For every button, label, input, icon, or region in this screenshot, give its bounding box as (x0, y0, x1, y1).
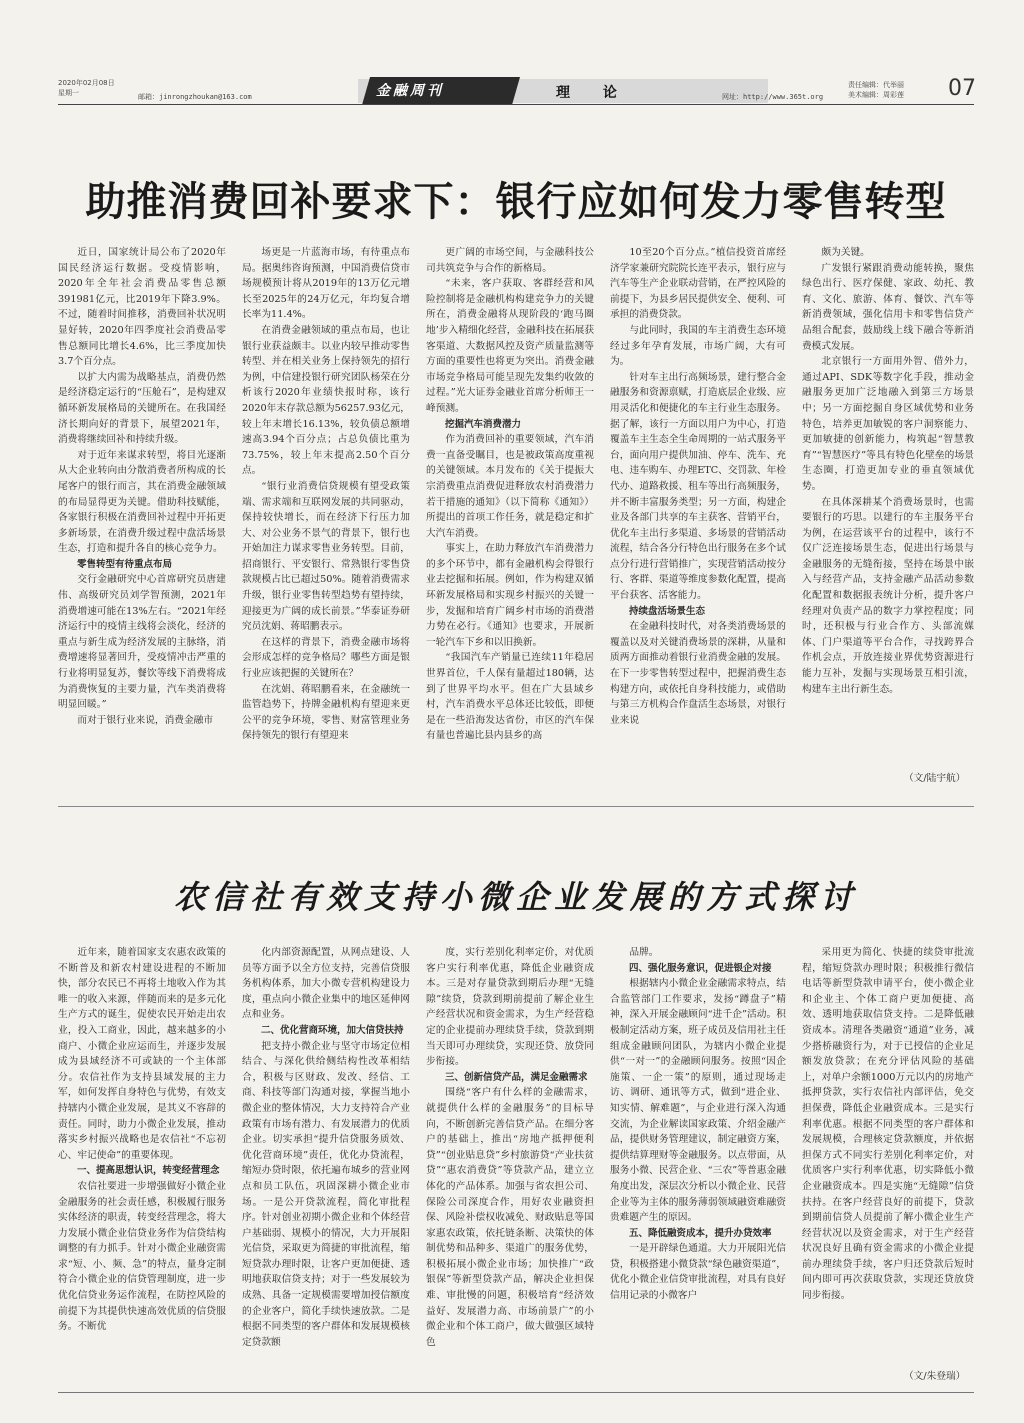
paragraph: 更广阔的市场空间，与金融科技公司共筑竞争与合作的新格局。 (426, 247, 594, 274)
page-number: 07 (948, 76, 976, 101)
paragraph: 以扩大内需为战略基点，消费仍然是经济稳定运行的“压舱石”，是构建双循环新发展格局的关键所在。在我国经济长期向好的背景下，展望2021年，消费将继续回补和持续升级。 (58, 371, 226, 446)
paragraph: 在沈娟、蒋昭鹏看来，在金融统一监管趋势下，持牌金融机构有望迎来更公平的竞争环境，零售、财富管理业务保持领先的银行有望迎来 (242, 683, 410, 742)
article1-column-2 (242, 245, 410, 800)
article1-column-4 (610, 245, 786, 800)
paragraph: 度，实行差别化利率定价，对优质客户实行利率优惠，降低企业融资成本。三是对存量贷款到期后办理“无缝隙”续贷，贷款到期前提前了解企业生产经营状况和资金需求，为生产经营稳定的企业提前办理续贷手续，贷款到期当天即可办理续贷，实现还贷、放贷同步衔接。 (426, 947, 594, 1068)
subheading: 一、提高思想认识，转变经营理念 (77, 1165, 220, 1177)
paragraph: 对于近年来谋求转型，将目光逐渐从大企业转向由分散消费者所构成的长尾客户的银行而言，其在消费金融领域的布局显得更为关键。借助科技赋能，各家银行积极在消费回补过程中开拓更多新场景，在消费升级过程中盘活场景生态，打造和提升各自的核心竞争力。 (58, 449, 226, 555)
weekday-text: 星期一 (58, 89, 79, 97)
editor-text: 责任编辑：代举丽 (848, 81, 904, 89)
subheading: 零售转型有待重点布局 (77, 558, 173, 570)
paragraph: 与此同时，我国的车主消费生态环境经过多年孕育发展，市场广阔，大有可为。 (610, 324, 786, 368)
paragraph: 品牌。 (629, 947, 659, 958)
section-title: 理 论 (556, 85, 631, 101)
paragraph: 而对于银行业来说，消费金融市 (77, 714, 214, 726)
subheading: 二、优化营商环境，加大信贷扶持 (261, 1024, 404, 1036)
bottom-rule (58, 1392, 974, 1393)
paragraph: 化内部资源配置，从网点建设、人员等方面予以全方位支持，完善信贷服务机构体系，加大小微专营机构建设力度，重点向小微企业集中的地区延伸网点和业务。 (242, 947, 410, 1021)
paragraph: 围绕“客户有什么样的金融需求，就提供什么样的金融服务”的目标导向，不断创新完善信贷产品。在细分客户的基础上，推出“房地产抵押便利贷”“创业贴息贷”乡村旅游贷“产业扶贫贷”“惠农消费贷”等贷款产品，建立立体化的产品体系。加强与省农担公司、保险公司深度合作，用好农业融资担保、风险补偿权收减免、财政贴息等国家惠农政策，依托链条断、决策快的体制优势和品种多、渠道广的服务优势，积极拓展小微企业市场；加快推广“政银保”等新型贷款产品，解决企业担保难、审批慢的问题，积极培育“经济效益好、发展潜力高、市场前景广”的小微企业和个体工商户，做大做强区域特色 (426, 1087, 594, 1348)
paragraph: 作为消费回补的重要领域，汽车消费一直备受瞩目，也是被政策高度重视的关键领域。本月发布的《关于提振大宗消费重点消费促进释放农村消费潜力若干措施的通知》（以下简称《通知》）所提出的首项工作任务，就是稳定和扩大汽车消费。 (426, 434, 594, 539)
paragraph: “未来，客户获取、客群经营和风险控制将是金融机构构建竞争力的关键所在，消费金融将从现阶段的‘跑马圈地’步入精细化经营，金融科技在拓展获客渠道、大数据风控及资产质量监测等方面的重要性也将更为突出。消费金融市场竞争格局可能呈现先发集约收敛的过程。”光大证券金融业首席分析师王一峰预测。 (426, 278, 594, 414)
paragraph: 近年来，随着国家支农惠农政策的不断普及和新农村建设进程的不断加快，部分农民已不再将土地收入作为其唯一的收入来源，伴随而来的是多元化生产方式的诞生，促使农民开始走出农业，投入工商业，因此，越来越多的小商户、小微企业应运而生，并逐步发展成为县域经济不可或缺的一个主体部分。农信社作为支持县域发展的主力军，如何发挥自身特色与优势，有效支持辖内小微企业发展，是其义不容辞的责任。同时，助力小微企业发展，推动落实乡村振兴战略也是农信社“不忘初心、牢记使命”的重要体现。 (58, 947, 226, 1161)
paragraph: 北京银行一方面用外智、借外力，通过API、SDK等数字化手段，推动金融服务更加广泛地融入到第三方场景中；另一方面挖掘自身区域优势和业务特色，培养更加敏锐的客户洞察能力、更加敏捷的创新能力，构筑起“智慧教育”“智慧医疗”等具有特色化壁垒的场景生态圈，打造更加专业的垂直领域优势。 (802, 356, 974, 492)
paragraph: “我国汽车产销量已连续11年稳居世界首位，千人保有量超过180辆，达到了世界平均水平。但在广大县域乡村，汽车消费水平总体还比较低，即便是在一些沿海发达省份，市区的汽车保有量也普遍比县内县乡的高 (426, 652, 594, 742)
subheading: 挖掘汽车消费潜力 (445, 418, 522, 430)
article1-column-1 (58, 245, 226, 800)
date-text: 2020年02月08日 (58, 79, 115, 87)
paper-logo: 金融周刊 (376, 83, 444, 99)
article2-column-4 (610, 945, 786, 1375)
subheading: 持续盘活场景生态 (629, 605, 706, 617)
article2-column-3 (426, 945, 594, 1375)
article1-headline: 助推消费回补要求下：银行应如何发力零售转型 (85, 179, 947, 225)
article1-column-5 (802, 245, 974, 750)
email-text: 邮箱：jinrongzhoukan@163.com (138, 93, 252, 101)
subheading: 五、降低融资成本，提升办贷效率 (629, 1227, 772, 1239)
paragraph: 在这样的背景下，消费金融市场将会形成怎样的竞争格局？哪些方面是银行业应该把握的关键所在？ (242, 636, 410, 680)
website-text: 网址：http://www.365t.org (722, 93, 824, 101)
article1-column-3 (426, 245, 594, 800)
paragraph: 10至20个百分点。”植信投资首席经济学家兼研究院院长连平表示，银行应与汽车等生产企业联动营销，在严控风险的前提下，为县乡居民提供安全、便利、可承担的消费贷款。 (610, 247, 786, 321)
masthead-rule (58, 104, 974, 105)
article-divider (58, 806, 974, 807)
paragraph: 根据辖内小微企业金融需求特点，结合监管部门工作要求，发扬“蹲盘子”精神，深入开展金融顾问“进千企”活动。积极制定活动方案，班子成员及信用社主任组成金融顾问团队，为辖内小微企业提供“一对一”的金融顾问服务。按照“因企施策、一企一策”的原则，通过现场走访、调研、通讯等方式，做到“进企业、知实情、解难题”，与企业进行深入沟通交流，为企业解读国家政策、介绍金融产品，提供财务管理建议，制定融资方案，提供结算理财等金融服务。以点带面，从服务小微、民营企业、“三农”等普惠金融角度出发，深层次分析以小微企业、民营企业等为主体的服务薄弱领域融资难融资贵难题产生的原因。 (610, 978, 786, 1224)
paragraph: 在具体深耕某个消费场景时，也需要银行的巧思。以建行的车主服务平台为例，在运营该平台的过程中，该行不仅广泛连接场景生态，促进出行场景与金融服务的无缝衔接，坚持在场景中嵌入与经营产品，支持金融产品活动参数化配置和数据报表统计分析，提升客户经理对负责产品的数字力掌控程度；同时，还积极与行业合作方、头部流媒体、门户渠道等平台合作，寻找跨界合作机会点，开放连接业界优势资源进行能力互补，发掘与实现场景互相引流，构建车主出行新生态。 (802, 496, 974, 695)
paragraph: “银行业消费信贷规模有望受政策端、需求端和互联网发展的共同驱动，保持较快增长，而在经济下行压力加大、对公业务不景气的背景下，银行也开始加注力谋求零售业务转型。目前，招商银行、平安银行、常熟银行零售贷款规模占比已超过50%。随着消费需求升级，银行业零售转型趋势有望持续，迎接更为广阔的成长前景。”华泰证券研究员沈娟、蒋昭鹏表示。 (242, 480, 410, 633)
art-editor-text: 美术编辑：周彩莲 (848, 91, 904, 99)
paragraph: 交行金融研究中心首席研究员唐建伟、高级研究员刘学智预测，2021年消费增速可能在13%左右。“2021年经济运行中的疫情主线将会淡化，经济的重点与新生成为经济发展的主脉络，消费增速将显著回升，受疫情冲击严重的行业将明显复苏，餐饮等线下消费将成为消费恢复的主要力量，汽车类消费将明显回暖。” (58, 574, 226, 711)
masthead (58, 78, 974, 104)
paragraph: 一是开辟绿色通道。大力开展阳光信贷，积极搭建小微贷款“绿色融资渠道”，优化小微企业信贷审批流程，对具有良好信用记录的小微客户 (610, 1243, 786, 1302)
paragraph: 广发银行紧跟消费动能转换，聚焦绿色出行、医疗保健、家政、幼托、教育、文化、旅游、体育、餐饮、汽车等新消费领域，强化信用卡和零售信贷产品组合配套，鼓励线上线下融合等新消费模式发展。 (802, 262, 974, 352)
paragraph: 事实上，在助力释放汽车消费潜力的多个环节中，都有金融机构会得银行业去挖掘和拓展。例如，作为构建双循环新发展格局和实现乡村振兴的关键一步，发掘和培育广阔乡村市场的消费潜力势在必行。《通知》也要求，开展新一轮汽车下乡和以旧换新。 (426, 543, 594, 648)
paragraph: 针对车主出行高频场景，建行整合金融服务和资源禀赋，打造底层企业级、应用灵活化和便捷化的车主行业生态服务。据了解，该行一方面以用户为中心，打造覆盖车主生态全生命周期的一站式服务平台，面向用户提供加油、停车、洗车、充电、违车购车、办理ETC、交罚款、年检代办、道路救援、租车等出行高频服务，并不断丰富服务类型；另一方面，构建企业及各部门共享的车主获客、营销平台，优化车主出行多渠道、多场景的营销活动流程，结合各分行特色出行服务在多个试点分行进行营销推广，实现营销活动按分行、客群、渠道等维度参数化配置，提高平台获客、活客能力。 (610, 371, 786, 602)
paragraph: 近日，国家统计局公布了2020年国民经济运行数据。受疫情影响，2020年全年社会消费品零售总额391981亿元，比2019年下降3.9%。不过，随着时间推移，消费回补状况明显好转，2020年四季度社会消费品零售总额同比增长4.6%，比三季度加快3.7个百分点。 (58, 247, 226, 368)
paragraph: 颇为关键。 (821, 247, 870, 258)
article2-column-1 (58, 945, 226, 1375)
article1-byline: （文/陆宇航） (904, 773, 966, 784)
paragraph: 在金融科技时代，对各类消费场景的覆盖以及对关键消费场景的深耕，从量和质两方面推动着银行业消费金融的发展。在下一步零售转型过程中，把握消费生态构建方向，或依托自身科技能力，或借助与第三方机构合作盘活生态场景，对银行业来说 (610, 621, 786, 726)
paragraph: 在消费金融领域的重点布局，也让银行业获益颇丰。以业内较早推动零售转型、并在相关业务上保持领先的招行为例，中信建投银行研究团队杨荣在分析该行2020年业绩快报时称，该行2020年末存款总额为56257.93亿元，较上年末增长16.13%，较负债总额增速高3.94个百分点；占总负债比重为73.75%，较上年末提高2.50个百分点。 (242, 324, 410, 477)
issue-date (58, 78, 115, 98)
article2-column-2 (242, 945, 410, 1375)
subheading: 四、强化服务意识，促进银企对接 (629, 962, 772, 974)
article2-headline: 农信社有效支持小微企业发展的方式探讨 (173, 878, 858, 916)
article2-byline: （文/朱登瑞） (904, 1371, 966, 1382)
paragraph: 采用更为简化、快捷的续贷审批流程，缩短贷款办理时限；积极推行微信电话等新型贷款申请平台，使小微企业和企业主、个体工商户更加便捷、高效、透明地获取信贷支持。二是降低融资成本。清理各类融资“通道”业务，减少搭桥融资行为，对于已授信的企业足额发放贷款；在充分评估风险的基础上，对单户余额1000万元以内的房地产抵押贷款，实行农信社内部评估，免交担保费，降低企业融资成本。三是实行利率优惠。根据不同类型的客户群体和发展规模，合理核定贷款额度，并依据担保方式不同实行差别化利率定价，对优质客户实行利率优惠，切实降低小微企业融资成本。四是实施“无缝隙”信贷扶持。在客户经营良好的前提下，贷款到期前信贷人员提前了解小微企业生产经营状况以及资金需求，对于生产经营状况良好且确有资金需求的小微企业提前办理续贷手续，客户归还贷款后短时间内即可再次获取贷款，实现还贷放贷同步衔接。 (802, 947, 974, 1302)
article2-column-5 (802, 945, 974, 1345)
paragraph: 场更是一片蓝海市场，有待重点布局。据奥纬咨询预测，中国消费信贷市场规模预计将从2019年的13万亿元增长至2025年的24万亿元，年均复合增长率为11.4%。 (242, 247, 410, 321)
paragraph: 农信社要进一步增强做好小微企业金融服务的社会责任感，积极履行服务实体经济的职责，转变经营理念，将大力发展小微企业信贷业务作为信贷结构调整的有力抓手。针对小微企业融资需求“短、小、频、急”的特点，量身定制符合小微企业的信贷管理制度，进一步优化信贷业务运作流程，在防控风险的前提下为其提供快速高效优质的信贷服务。不断优 (58, 1180, 226, 1333)
editors (848, 80, 904, 100)
paragraph: 把支持小微企业与坚守市场定位相结合、与深化供给侧结构性改革相结合，积极与区财政、发改、经信、工商、科技等部门沟通对接，掌握当地小微企业的整体情况，大力支持符合产业政策有市场有潜力、有发展潜力的优质企业。切实承担“提升信贷服务质效、优化营商环境”责任，优化办贷流程，缩短办贷时限，依托遍布城乡的营业网点和员工队伍，巩固深耕小微企业市场。一是公开贷款流程，简化审批程序。针对创业初期小微企业和个体经营户基础弱、规模小的情况，大力开展阳光信贷，采取更为简捷的审批流程，缩短贷款办理时限，让客户更加便捷、透明地获取信贷支持；对于一些发展较为成熟、具备一定规模需要增加授信额度的企业客户，简化手续快速放款。二是根据不同类型的客户群体和发展规模核定贷款额 (242, 1040, 410, 1348)
subheading: 三、创新信贷产品，满足金融需求 (445, 1071, 588, 1083)
